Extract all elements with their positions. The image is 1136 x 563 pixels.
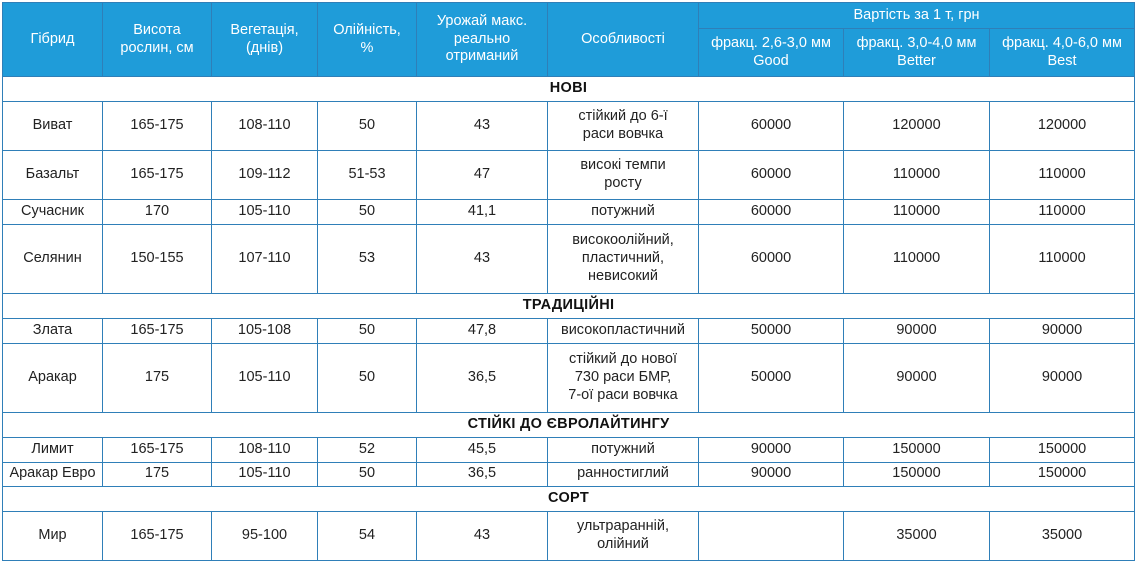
cell-features xyxy=(548,511,699,560)
table-header xyxy=(3,3,1135,77)
cell-height: 165-175 xyxy=(103,318,212,343)
cell-oil-content: 52 xyxy=(318,437,417,462)
cell-features xyxy=(548,224,699,294)
cell-hybrid-name: Виват xyxy=(3,101,103,150)
feature-line: 730 раси БМР, xyxy=(574,369,672,386)
cell-oil-content: 51-53 xyxy=(318,150,417,199)
cell-price-good: 90000 xyxy=(699,437,844,462)
cell-price-better: 110000 xyxy=(844,224,990,294)
feature-line: 7-ої раси вовчка xyxy=(568,386,678,403)
header-fraction-best: фракц. 4,0-6,0 мм Best xyxy=(990,29,1135,77)
header-oil-content: Олійність, % xyxy=(318,3,417,77)
cell-height: 165-175 xyxy=(103,150,212,199)
cell-price-good xyxy=(699,511,844,560)
cell-hybrid-name: Селянин xyxy=(3,224,103,294)
header-height: Висота рослин, см xyxy=(103,3,212,77)
section-row xyxy=(3,294,1135,319)
cell-height: 165-175 xyxy=(103,101,212,150)
cell-hybrid-name: Аракар xyxy=(3,343,103,413)
cell-price-best: 90000 xyxy=(990,318,1135,343)
table-row xyxy=(3,200,1135,225)
table-row xyxy=(3,437,1135,462)
cell-yield: 43 xyxy=(417,511,548,560)
cell-vegetation: 107-110 xyxy=(212,224,318,294)
cell-price-best: 110000 xyxy=(990,150,1135,199)
cell-price-good: 60000 xyxy=(699,150,844,199)
section-row xyxy=(3,487,1135,512)
cell-vegetation: 109-112 xyxy=(212,150,318,199)
cell-vegetation: 108-110 xyxy=(212,101,318,150)
feature-line: високоолійний, xyxy=(572,232,674,249)
table-row xyxy=(3,150,1135,199)
cell-features xyxy=(548,318,699,343)
cell-price-best: 110000 xyxy=(990,224,1135,294)
cell-hybrid-name: Мир xyxy=(3,511,103,560)
cell-price-best: 150000 xyxy=(990,437,1135,462)
cell-price-better: 90000 xyxy=(844,318,990,343)
feature-line: ранностиглий xyxy=(577,465,669,482)
section-title: НОВІ xyxy=(3,77,1135,102)
cell-price-good: 60000 xyxy=(699,200,844,225)
table-body xyxy=(3,77,1135,561)
cell-price-good: 50000 xyxy=(699,343,844,413)
cell-price-good: 60000 xyxy=(699,224,844,294)
header-features: Особливості xyxy=(548,3,699,77)
section-title: ТРАДИЦІЙНІ xyxy=(3,294,1135,319)
cell-price-better: 90000 xyxy=(844,343,990,413)
hybrids-price-table xyxy=(2,2,1135,561)
cell-height: 175 xyxy=(103,462,212,487)
section-title: СОРТ xyxy=(3,487,1135,512)
cell-vegetation: 105-110 xyxy=(212,343,318,413)
cell-price-better: 150000 xyxy=(844,437,990,462)
header-fraction-better: фракц. 3,0-4,0 мм Better xyxy=(844,29,990,77)
cell-oil-content: 50 xyxy=(318,101,417,150)
table-row xyxy=(3,224,1135,294)
feature-line: високопластичний xyxy=(561,321,685,338)
cell-vegetation: 108-110 xyxy=(212,437,318,462)
feature-line: олійний xyxy=(597,535,649,552)
table-row xyxy=(3,462,1135,487)
cell-hybrid-name: Базальт xyxy=(3,150,103,199)
table-row xyxy=(3,318,1135,343)
cell-yield: 36,5 xyxy=(417,343,548,413)
section-row xyxy=(3,413,1135,438)
cell-features xyxy=(548,437,699,462)
cell-vegetation: 105-108 xyxy=(212,318,318,343)
cell-yield: 43 xyxy=(417,101,548,150)
cell-hybrid-name: Злата xyxy=(3,318,103,343)
cell-oil-content: 54 xyxy=(318,511,417,560)
feature-line: раси вовчка xyxy=(582,125,664,142)
header-vegetation: Вегетація, (днів) xyxy=(212,3,318,77)
cell-height: 165-175 xyxy=(103,511,212,560)
feature-line: потужний xyxy=(591,440,655,457)
cell-yield: 45,5 xyxy=(417,437,548,462)
cell-price-better: 120000 xyxy=(844,101,990,150)
cell-features xyxy=(548,462,699,487)
feature-line: росту xyxy=(604,174,642,191)
feature-line: ультраранній, xyxy=(576,518,670,535)
cell-price-better: 110000 xyxy=(844,150,990,199)
cell-oil-content: 50 xyxy=(318,462,417,487)
header-hybrid: Гібрид xyxy=(3,3,103,77)
cell-yield: 43 xyxy=(417,224,548,294)
cell-yield: 47,8 xyxy=(417,318,548,343)
cell-oil-content: 50 xyxy=(318,343,417,413)
cell-price-good: 90000 xyxy=(699,462,844,487)
cell-features xyxy=(548,343,699,413)
header-yield: Урожай макс. реально отриманий xyxy=(417,3,548,77)
table-row xyxy=(3,101,1135,150)
cell-price-best: 90000 xyxy=(990,343,1135,413)
cell-price-better: 150000 xyxy=(844,462,990,487)
cell-price-best: 120000 xyxy=(990,101,1135,150)
cell-price-good: 50000 xyxy=(699,318,844,343)
cell-vegetation: 105-110 xyxy=(212,462,318,487)
section-row xyxy=(3,77,1135,102)
cell-hybrid-name: Лимит xyxy=(3,437,103,462)
cell-hybrid-name: Сучасник xyxy=(3,200,103,225)
cell-vegetation: 105-110 xyxy=(212,200,318,225)
cell-height: 165-175 xyxy=(103,437,212,462)
cell-vegetation: 95-100 xyxy=(212,511,318,560)
header-fraction-good: фракц. 2,6-3,0 мм Good xyxy=(699,29,844,77)
cell-price-best: 35000 xyxy=(990,511,1135,560)
table-row xyxy=(3,343,1135,413)
feature-line: невисокий xyxy=(588,267,658,284)
section-title: СТІЙКІ ДО ЄВРОЛАЙТИНГУ xyxy=(3,413,1135,438)
feature-line: пластичний, xyxy=(581,250,665,267)
cell-features xyxy=(548,101,699,150)
cell-price-best: 110000 xyxy=(990,200,1135,225)
cell-oil-content: 50 xyxy=(318,200,417,225)
cell-features xyxy=(548,150,699,199)
cell-price-better: 35000 xyxy=(844,511,990,560)
cell-price-best: 150000 xyxy=(990,462,1135,487)
cell-height: 170 xyxy=(103,200,212,225)
feature-line: стійкий до нової xyxy=(568,351,678,368)
feature-line: стійкий до 6-ї xyxy=(578,108,668,125)
cell-hybrid-name: Аракар Евро xyxy=(3,462,103,487)
cell-features xyxy=(548,200,699,225)
cell-yield: 47 xyxy=(417,150,548,199)
cell-price-better: 110000 xyxy=(844,200,990,225)
cell-height: 175 xyxy=(103,343,212,413)
cell-yield: 36,5 xyxy=(417,462,548,487)
feature-line: потужний xyxy=(591,203,655,219)
cell-oil-content: 50 xyxy=(318,318,417,343)
cell-price-good: 60000 xyxy=(699,101,844,150)
table-row xyxy=(3,511,1135,560)
header-price-group: Вартість за 1 т, грн xyxy=(699,3,1135,29)
cell-height: 150-155 xyxy=(103,224,212,294)
cell-yield: 41,1 xyxy=(417,200,548,225)
cell-oil-content: 53 xyxy=(318,224,417,294)
feature-line: високі темпи xyxy=(580,157,666,174)
